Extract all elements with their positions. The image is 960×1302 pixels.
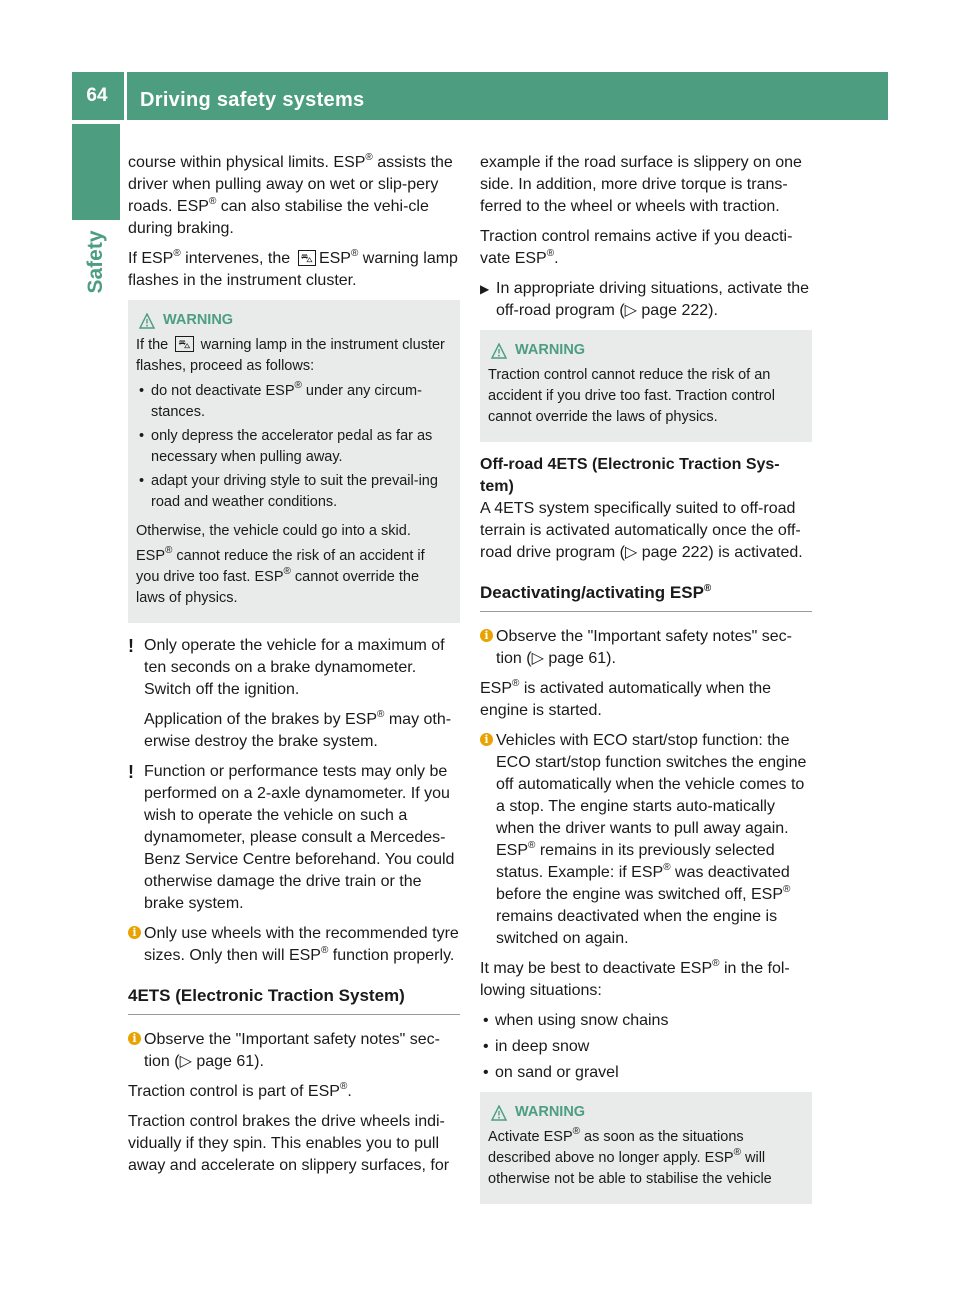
- warning-triangle-icon: [139, 313, 155, 329]
- paragraph-best-to-deactivate: It may be best to deactivate ESP® in the fol-lowing situations:: [480, 958, 790, 999]
- paragraph-esp-assist: course within physical limits. ESP® assists the driver when pulling away on wet or slip-pery roads. ESP® can also stabilise the vehi-cle during braking.: [128, 152, 453, 237]
- heading-4ets: 4ETS (Electronic Traction System): [128, 985, 460, 1015]
- heading-offroad-4ets: Off-road 4ETS (Electronic Traction Sys-tem): [480, 456, 780, 495]
- paragraph-traction-brakes: Traction control brakes the drive wheels indi-vidually if they spin. This enables you to pull away and accelerate on slippery surfaces, for: [128, 1113, 450, 1174]
- warning-bullet-list: [136, 381, 452, 513]
- paragraph-example: example if the road surface is slippery on one side. In addition, more drive torque is trans-ferred to the wheel or wheels with traction.: [480, 154, 802, 215]
- warning-box: WARNING Traction control cannot reduce the risk of an accident if you drive too fast. Traction control cannot override the laws of physics.: [480, 330, 812, 442]
- list-item: • do not deactivate ESP® under any circum-stances.: [136, 381, 452, 423]
- info-safety-notes: i Observe the "Important safety notes" sec-tion (▷ page 61).: [480, 626, 812, 670]
- page-title: Driving safety systems: [140, 89, 365, 111]
- left-column: [128, 152, 460, 1185]
- warning-intro: If the ⛍ warning lamp in the instrument cluster flashes, proceed as follows:: [136, 337, 445, 374]
- warning-triangle-icon: [491, 1105, 507, 1121]
- list-item: • adapt your driving style to suit the prevail-ing road and weather conditions.: [136, 471, 452, 513]
- arrow-icon: ▶: [480, 282, 490, 296]
- warning-triangle-icon: [491, 343, 507, 359]
- warning-box: [128, 300, 460, 623]
- paragraph-esp-intervenes: If ESP® intervenes, the ⛍ ESP® warning lamp flashes in the instrument cluster.: [128, 248, 458, 289]
- situations-list: [480, 1010, 812, 1084]
- paragraph-remains-active: Traction control remains active if you deacti-vate ESP®.: [480, 228, 793, 267]
- instruction-step: ▶ In appropriate driving situations, activate the off-road program (▷ page 222).: [480, 280, 810, 319]
- paragraph-esp-activated: ESP® is activated automatically when the engine is started.: [480, 678, 772, 719]
- info-eco-start-stop: i Vehicles with ECO start/stop function: the ECO start/stop function switches the engine off automatically when the vehicle comes to a stop. The engine starts auto-matically when the driver wants to pull away again. ESP® remains in its previously selected status. Example: if ESP® was deactivated before the engine was switched off, ESP® remains deactivated when the engine is switched on again.: [480, 730, 812, 950]
- warning-otherwise: Otherwise, the vehicle could go into a skid.: [136, 523, 411, 539]
- info-icon: i: [480, 629, 493, 642]
- list-item: • on sand or gravel: [480, 1062, 812, 1084]
- note-performance-tests: ! Function or performance tests may only be performed on a 2-axle dynamometer. If you wish to operate the vehicle on such a dynamometer, please consult a Mercedes-Benz Service Centre beforehand. You could otherwise damage the drive train or the brake system.: [128, 762, 455, 912]
- warning-header: WARNING: [488, 1102, 804, 1123]
- exclamation-icon: !: [128, 762, 134, 782]
- paragraph-offroad: A 4ETS system specifically suited to off-road terrain is activated automatically once the off-road drive program (▷ page 222) is activated.: [480, 500, 803, 561]
- exclamation-icon: !: [128, 636, 134, 656]
- paragraph-traction-part: Traction control is part of ESP®.: [128, 1081, 352, 1100]
- warning-cannot-reduce: ESP® cannot reduce the risk of an accident if you drive too fast. ESP® cannot override the laws of physics.: [136, 545, 425, 606]
- right-column: [480, 152, 812, 1216]
- note-brake-dynamometer: ! Only operate the vehicle for a maximum of ten seconds on a brake dynamometer. Switch off the ignition. Application of the brakes by ESP® may oth-erwise destroy the brake system.: [128, 636, 452, 750]
- heading-deactivating-esp: Deactivating/activating ESP®: [480, 582, 812, 612]
- esp-warning-lamp-icon: ⛍: [175, 336, 193, 352]
- info-icon: i: [128, 1032, 141, 1045]
- info-safety-notes: i Observe the "Important safety notes" sec-tion (▷ page 61).: [128, 1029, 460, 1073]
- header-divider: [124, 72, 127, 120]
- side-tab-block: [72, 124, 120, 220]
- warning-header: WARNING: [488, 340, 804, 361]
- warning-box: WARNING Activate ESP® as soon as the situations described above no longer apply. ESP® will otherwise not be able to stabilise the vehicle: [480, 1092, 812, 1204]
- info-icon: i: [480, 733, 493, 746]
- side-tab-label: Safety: [84, 230, 107, 294]
- warning-header: WARNING: [136, 310, 452, 331]
- page-number: 64: [86, 85, 108, 106]
- info-icon: i: [128, 926, 141, 939]
- esp-warning-lamp-icon: ⛍: [298, 250, 316, 266]
- info-wheels: i Only use wheels with the recommended tyre sizes. Only then will ESP® function properly.: [128, 923, 460, 967]
- list-item: • only depress the accelerator pedal as far as necessary when pulling away.: [136, 426, 452, 468]
- list-item: • in deep snow: [480, 1036, 812, 1058]
- list-item: • when using snow chains: [480, 1010, 812, 1032]
